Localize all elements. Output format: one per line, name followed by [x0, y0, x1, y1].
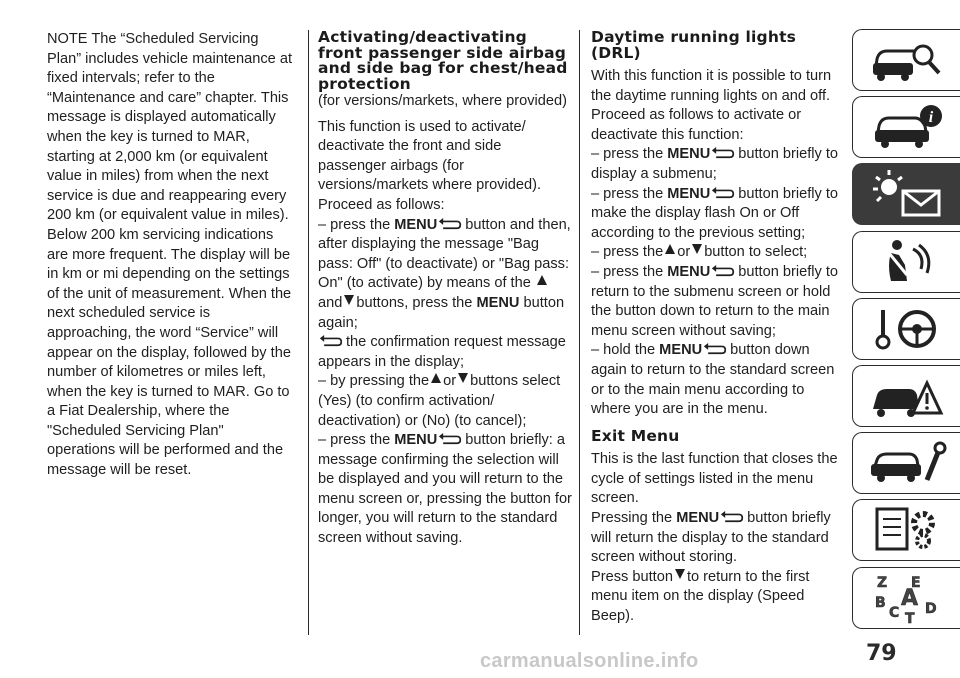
proceed-text: Proceed as follows:	[318, 196, 445, 213]
step-text: – press the	[591, 263, 664, 280]
step-text: button down again to return to the standard screen or to the main menu according to where you are in the menu.	[591, 342, 835, 418]
airbag-subheading: (for versions/markets, where provided)	[318, 93, 567, 109]
tab-technical-data[interactable]	[852, 499, 960, 561]
tab-dashboard-warnings[interactable]	[852, 163, 960, 225]
tab-safety[interactable]	[852, 231, 960, 293]
drl-step-1	[591, 145, 841, 184]
right-column	[591, 30, 841, 627]
svg-text:T: T	[904, 610, 915, 625]
return-arrow-icon	[720, 511, 744, 523]
step-text: – press the	[318, 432, 391, 449]
step-text: buttons, press the	[356, 294, 473, 311]
step-text: – press the	[318, 216, 391, 233]
step-text: – press the	[591, 244, 664, 261]
left-column	[47, 30, 295, 481]
drl-step-4	[591, 263, 841, 341]
middle-column	[318, 30, 573, 549]
up-arrow-icon	[431, 373, 441, 383]
step-text: – hold the	[591, 342, 656, 359]
svg-text:E: E	[910, 574, 921, 591]
step-text: button briefly to return to the submenu screen or hold the button down to return to the main menu screen without saving;	[591, 263, 839, 339]
svg-text:B: B	[874, 594, 886, 611]
exit-step-2	[591, 568, 841, 627]
down-arrow-icon	[458, 373, 468, 383]
drl-step-3	[591, 243, 841, 263]
car-wrench-icon	[867, 436, 947, 490]
menu-button-label: MENU	[676, 509, 720, 526]
menu-button-label: MENU	[659, 342, 703, 359]
return-arrow-icon	[711, 147, 735, 159]
svg-text:i: i	[928, 109, 933, 127]
tab-maintenance[interactable]	[852, 432, 960, 494]
step-text: – by pressing the	[318, 373, 430, 390]
airbag-step-4	[318, 431, 573, 549]
tab-car-info[interactable]	[852, 96, 960, 158]
step-text: button briefly to make the display flash On or Off according to the previous setting;	[591, 185, 839, 241]
return-arrow-icon	[319, 335, 343, 347]
return-arrow-icon	[438, 433, 462, 445]
watermark: carmanualsonline.info	[480, 650, 699, 672]
exit-intro: This is the last function that closes the cycle of settings listed in the menu screen.	[591, 451, 838, 507]
airbag-heading: Activating/deactivating front passenger side airbag and side bag for chest/head protection	[318, 28, 568, 93]
step-text: button briefly to display a submenu;	[591, 146, 839, 182]
drl-step-2	[591, 185, 841, 244]
step-text: to return to the first menu item on the display (Speed Beep).	[591, 568, 810, 624]
key-steering-wheel-icon	[867, 302, 947, 356]
column-divider	[308, 30, 309, 635]
tab-index[interactable]	[852, 567, 960, 629]
step-text: button again;	[318, 294, 565, 331]
specs-gear-icon	[867, 503, 947, 557]
car-magnifier-icon	[867, 33, 947, 87]
step-text: Press button	[591, 568, 673, 585]
airbag-step-3	[318, 372, 573, 431]
drl-step-5	[591, 341, 841, 419]
tab-starting-driving[interactable]	[852, 298, 960, 360]
step-text: Pressing the	[591, 509, 673, 526]
down-arrow-icon	[675, 569, 685, 579]
svg-text:A: A	[900, 585, 918, 611]
step-text: button and then, after displaying the message "Bag pass: Off" (to deactivate) or "Bag pass: On" (to activate) by means of the	[318, 216, 571, 292]
menu-button-label: MENU	[667, 146, 711, 163]
menu-button-label: MENU	[394, 432, 438, 449]
drl-intro: With this function it is possible to turn the daytime running lights on and off. Proceed as follows to activate or deactivate this function:	[591, 68, 832, 143]
down-arrow-icon	[692, 244, 702, 254]
menu-button-label: MENU	[667, 185, 711, 202]
alphabet-index-icon	[867, 571, 947, 625]
up-arrow-icon	[537, 275, 547, 285]
tab-emergency[interactable]	[852, 365, 960, 427]
svg-text:C: C	[888, 604, 899, 621]
return-arrow-icon	[711, 187, 735, 199]
page-number: 79	[866, 641, 897, 666]
step-text: or	[443, 373, 457, 390]
seatbelt-airbag-icon	[867, 235, 947, 289]
svg-text:D: D	[924, 600, 937, 617]
svg-text:Z: Z	[876, 574, 887, 591]
warning-light-envelope-icon	[867, 167, 947, 221]
up-arrow-icon	[665, 244, 675, 254]
return-arrow-icon	[703, 343, 727, 355]
airbag-step-2	[318, 333, 573, 372]
step-text: button briefly: a message confirming the selection will be displayed and you will return to the menu screen or, pressing the button for longer, you will return to the standard screen without saving.	[318, 432, 572, 547]
car-info-icon	[867, 100, 947, 154]
chapter-tabs	[852, 29, 960, 634]
tab-knowing-your-car[interactable]	[852, 29, 960, 91]
drl-heading: Daytime running lights (DRL)	[591, 28, 797, 62]
step-text: – press the	[591, 146, 664, 163]
step-text: button briefly will return the display to the standard screen without storing.	[591, 509, 831, 566]
step-text: – press the	[591, 185, 664, 202]
return-arrow-icon	[711, 265, 735, 277]
step-text: button to select;	[704, 244, 808, 261]
return-arrow-icon	[438, 218, 462, 230]
airbag-intro: This function is used to activate/ deactivate the front and side passenger airbags (for versions/markets where provided).	[318, 118, 542, 194]
column-divider	[579, 30, 580, 635]
servicing-note: NOTE The “Scheduled Servicing Plan” includes vehicle maintenance at fixed intervals; refer to the “Maintenance and care” chapter. This message is displayed automatically when the key is turned to MAR, starting at 2,000 km (or equivalent value in miles) from when the next service is due and reappearing every 200 km (or equivalent value in miles). Below 200 km servicing indications are more frequent. The display will be in km or mi depending on the settings of the unit of measurement. When the next scheduled service is approaching, the word “Service” will appear on the display, followed by the number of kilometres or miles left, when the key is turned to MAR. Go to a Fiat Dealership, where the "Scheduled Servicing Plan" operations will be performed and the message will be reset.	[47, 31, 292, 479]
car-breakdown-warning-icon	[867, 369, 947, 423]
down-arrow-icon	[344, 295, 354, 305]
menu-button-label: MENU	[667, 263, 711, 280]
exit-menu-heading: Exit Menu	[591, 426, 680, 445]
menu-button-label: MENU	[394, 216, 438, 233]
step-text: and	[318, 294, 343, 311]
menu-button-label: MENU	[476, 294, 520, 311]
airbag-step-1	[318, 216, 573, 334]
step-text: the confirmation request message appears in the display;	[318, 334, 566, 370]
exit-step-1	[591, 509, 841, 568]
step-text: buttons select (Yes) (to confirm activation/ deactivation) or (No) (to cancel);	[318, 373, 561, 429]
step-text: or	[677, 244, 691, 261]
